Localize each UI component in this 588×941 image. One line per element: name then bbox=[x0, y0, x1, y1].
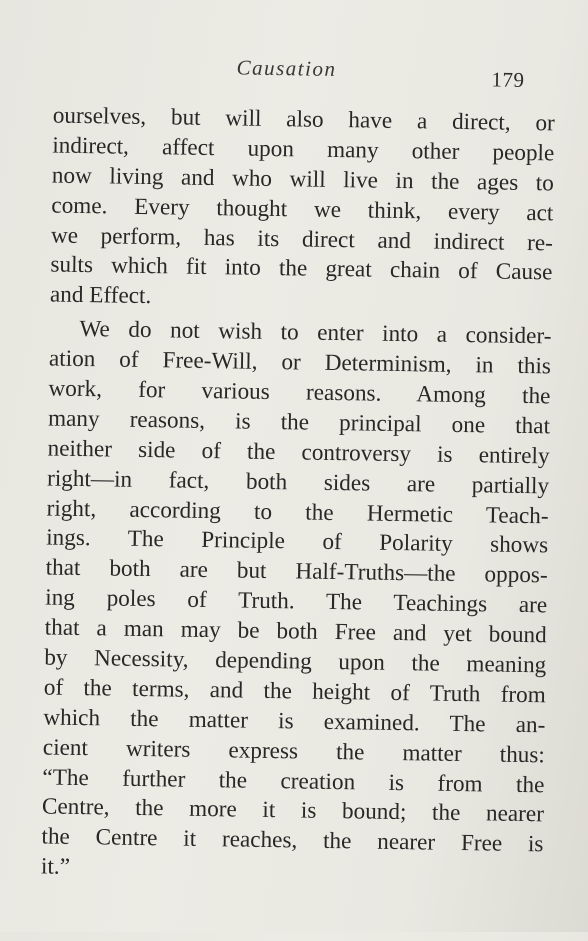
text-line: it.” bbox=[40, 853, 71, 881]
text-line: that both are but Half-Truths—the oppos- bbox=[45, 554, 548, 589]
text-line: indirect, affect upon many other people bbox=[52, 132, 555, 167]
text-line: we perform, has its direct and indirect re- bbox=[50, 222, 554, 256]
text-line: now living and who will live in the ages to bbox=[51, 162, 555, 197]
running-head: Causation bbox=[236, 55, 337, 81]
text-line: ing poles of Truth. The Teachings are bbox=[45, 584, 548, 619]
text-line: of the terms, and the height of Truth from bbox=[43, 674, 546, 709]
text-line: ings. The Principle of Polarity shows bbox=[45, 524, 549, 559]
text-line: neither side of the controversy is entirely bbox=[47, 435, 550, 470]
text-line: and Effect. bbox=[49, 281, 152, 310]
text-line: “The further the creation is from the bbox=[42, 764, 545, 798]
text-line: sults which fit into the great chain of Cause bbox=[50, 251, 553, 286]
text-line: cient writers express the matter thus: bbox=[42, 734, 546, 769]
body-text bbox=[41, 102, 555, 891]
text-line: We do not wish to enter into a consider- bbox=[79, 316, 552, 350]
text-line: Centre, the more it is bound; the nearer bbox=[41, 793, 545, 828]
text-line: the Centre it reaches, the nearer Free is bbox=[41, 823, 544, 858]
text-line: ourselves, but will also have a direct, or bbox=[52, 102, 555, 137]
text-line: that a man may be both Free and yet bound bbox=[44, 614, 547, 649]
text-line: which the matter is examined. The an- bbox=[43, 704, 546, 739]
text-line: ation of Free-Will, or Determinism, in this bbox=[48, 345, 552, 380]
page-number: 179 bbox=[491, 67, 525, 92]
text-line: by Necessity, depending upon the meaning bbox=[44, 644, 547, 679]
page-header bbox=[0, 48, 588, 91]
paragraph-1 bbox=[50, 102, 555, 319]
text-line: many reasons, is the principal one that bbox=[47, 405, 551, 440]
text-line: right, according to the Hermetic Teach- bbox=[46, 495, 549, 529]
text-line: come. Every thought we think, every act bbox=[51, 192, 554, 227]
text-line: right—in fact, both sides are partially bbox=[46, 465, 550, 500]
paragraph-2 bbox=[41, 315, 552, 891]
text-line: work, for various reasons. Among the bbox=[48, 375, 551, 410]
